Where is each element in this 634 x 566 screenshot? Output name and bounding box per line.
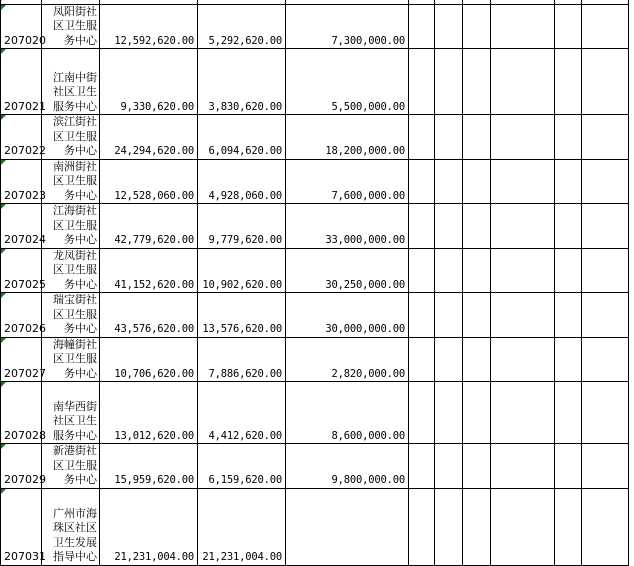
cell-name-text: 南洲街社区卫生服务中心 bbox=[53, 159, 97, 202]
cell-part-b[interactable]: 33,000,000.00 bbox=[286, 204, 409, 249]
cell-name-text: 新港街社区卫生服务中心 bbox=[53, 444, 97, 486]
cell-empty[interactable] bbox=[409, 115, 435, 160]
cell-name-text: 江南中街社区卫生服务中心 bbox=[53, 70, 97, 113]
cell-empty[interactable] bbox=[555, 115, 582, 160]
cell-part-b[interactable] bbox=[286, 488, 409, 565]
cell-empty[interactable] bbox=[555, 382, 582, 444]
cell-empty[interactable] bbox=[582, 204, 629, 249]
cell-code[interactable]: 207031 bbox=[1, 488, 42, 565]
cell-code[interactable]: 207022 bbox=[1, 115, 42, 160]
table-row bbox=[1, 204, 629, 249]
cell-part-b[interactable]: 5,500,000.00 bbox=[286, 49, 409, 115]
cell-empty[interactable] bbox=[491, 159, 555, 204]
cell-empty[interactable] bbox=[463, 4, 491, 49]
cell-part-a[interactable]: 3,830,620.00 bbox=[198, 49, 286, 115]
cell-empty[interactable] bbox=[491, 293, 555, 338]
cell-empty[interactable] bbox=[491, 49, 555, 115]
table-row bbox=[1, 488, 629, 565]
cell-empty[interactable] bbox=[555, 488, 582, 565]
cell-empty[interactable] bbox=[582, 4, 629, 49]
cell-empty[interactable] bbox=[582, 337, 629, 382]
cell-code[interactable]: 207025 bbox=[1, 248, 42, 293]
cell-empty[interactable] bbox=[463, 293, 491, 338]
cell-total[interactable]: 15,959,620.00 bbox=[100, 444, 198, 489]
cell-empty[interactable] bbox=[491, 248, 555, 293]
cell-empty[interactable] bbox=[435, 293, 463, 338]
cell-total[interactable]: 13,012,620.00 bbox=[100, 382, 198, 444]
cell-part-a[interactable]: 6,094,620.00 bbox=[198, 115, 286, 160]
cell-total[interactable]: 12,528,060.00 bbox=[100, 159, 198, 204]
cell-empty[interactable] bbox=[582, 382, 629, 444]
cell-empty[interactable] bbox=[463, 49, 491, 115]
cell-empty[interactable] bbox=[491, 337, 555, 382]
cell-empty[interactable] bbox=[409, 49, 435, 115]
cell-empty[interactable] bbox=[463, 248, 491, 293]
cell-empty[interactable] bbox=[491, 488, 555, 565]
cell-name[interactable] bbox=[42, 488, 100, 565]
cell-part-b[interactable]: 18,200,000.00 bbox=[286, 115, 409, 160]
cell-empty[interactable] bbox=[463, 159, 491, 204]
cell-empty[interactable] bbox=[555, 444, 582, 489]
cell-part-a[interactable]: 5,292,620.00 bbox=[198, 4, 286, 49]
table-row bbox=[1, 4, 629, 49]
cell-empty[interactable] bbox=[582, 115, 629, 160]
cell-empty[interactable] bbox=[435, 49, 463, 115]
cell-empty[interactable] bbox=[582, 248, 629, 293]
cell-empty[interactable] bbox=[582, 488, 629, 565]
table-row bbox=[1, 382, 629, 444]
cell-empty[interactable] bbox=[463, 444, 491, 489]
cell-code[interactable]: 207029 bbox=[1, 444, 42, 489]
table-row bbox=[1, 248, 629, 293]
cell-total[interactable]: 41,152,620.00 bbox=[100, 248, 198, 293]
cell-code[interactable]: 207026 bbox=[1, 293, 42, 338]
cell-empty[interactable] bbox=[435, 204, 463, 249]
cell-empty[interactable] bbox=[463, 337, 491, 382]
table-row bbox=[1, 159, 629, 204]
table-row bbox=[1, 49, 629, 115]
cell-name-text: 凤阳街社区卫生服务中心 bbox=[53, 4, 97, 47]
cell-empty[interactable] bbox=[491, 4, 555, 49]
cell-empty[interactable] bbox=[582, 159, 629, 204]
cell-empty[interactable] bbox=[555, 337, 582, 382]
cell-empty[interactable] bbox=[555, 4, 582, 49]
cell-empty[interactable] bbox=[435, 159, 463, 204]
cell-empty[interactable] bbox=[463, 204, 491, 249]
cell-total[interactable]: 24,294,620.00 bbox=[100, 115, 198, 160]
spreadsheet-body bbox=[1, 0, 629, 565]
cell-empty[interactable] bbox=[409, 204, 435, 249]
cell-empty[interactable] bbox=[555, 159, 582, 204]
cell-name[interactable] bbox=[42, 159, 100, 204]
cell-part-a[interactable]: 9,779,620.00 bbox=[198, 204, 286, 249]
cell-empty[interactable] bbox=[435, 382, 463, 444]
cell-name[interactable] bbox=[42, 248, 100, 293]
cell-part-b[interactable]: 8,600,000.00 bbox=[286, 382, 409, 444]
cell-part-b[interactable]: 2,820,000.00 bbox=[286, 337, 409, 382]
cell-name[interactable] bbox=[42, 4, 100, 49]
cell-name[interactable] bbox=[42, 204, 100, 249]
cell-empty[interactable] bbox=[409, 293, 435, 338]
cell-empty[interactable] bbox=[409, 4, 435, 49]
cell-empty[interactable] bbox=[582, 293, 629, 338]
cell-empty[interactable] bbox=[435, 337, 463, 382]
cell-part-a[interactable]: 4,412,620.00 bbox=[198, 382, 286, 444]
cell-part-a[interactable]: 13,576,620.00 bbox=[198, 293, 286, 338]
cell-empty[interactable] bbox=[435, 4, 463, 49]
cell-empty[interactable] bbox=[463, 488, 491, 565]
cell-empty[interactable] bbox=[409, 444, 435, 489]
cell-total[interactable]: 10,706,620.00 bbox=[100, 337, 198, 382]
cell-name[interactable] bbox=[42, 382, 100, 444]
cell-total[interactable]: 43,576,620.00 bbox=[100, 293, 198, 338]
cell-total[interactable]: 42,779,620.00 bbox=[100, 204, 198, 249]
cell-name[interactable] bbox=[42, 115, 100, 160]
cell-total[interactable]: 12,592,620.00 bbox=[100, 4, 198, 49]
cell-part-b[interactable]: 7,600,000.00 bbox=[286, 159, 409, 204]
cell-empty[interactable] bbox=[435, 248, 463, 293]
cell-empty[interactable] bbox=[491, 444, 555, 489]
cell-code[interactable]: 207023 bbox=[1, 159, 42, 204]
cell-empty[interactable] bbox=[409, 382, 435, 444]
cell-name-text: 广州市海珠区社区卫生发展指导中心 bbox=[53, 506, 97, 563]
cell-total[interactable]: 21,231,004.00 bbox=[100, 488, 198, 565]
cell-empty[interactable] bbox=[463, 115, 491, 160]
cell-empty[interactable] bbox=[435, 444, 463, 489]
cell-total[interactable]: 9,330,620.00 bbox=[100, 49, 198, 115]
cell-name[interactable] bbox=[42, 49, 100, 115]
cell-name[interactable] bbox=[42, 444, 100, 489]
cell-part-b[interactable]: 30,000,000.00 bbox=[286, 293, 409, 338]
cell-part-a[interactable]: 4,928,060.00 bbox=[198, 159, 286, 204]
cell-empty[interactable] bbox=[435, 115, 463, 160]
table-row bbox=[1, 115, 629, 160]
cell-code[interactable]: 207020 bbox=[1, 4, 42, 49]
cell-name-text: 滨江街社区卫生服务中心 bbox=[53, 115, 97, 157]
cell-part-a[interactable]: 7,886,620.00 bbox=[198, 337, 286, 382]
cell-empty[interactable] bbox=[555, 204, 582, 249]
cell-code[interactable]: 207024 bbox=[1, 204, 42, 249]
cell-part-a[interactable]: 6,159,620.00 bbox=[198, 444, 286, 489]
cell-part-a[interactable]: 21,231,004.00 bbox=[198, 488, 286, 565]
cell-empty[interactable] bbox=[491, 115, 555, 160]
cell-code[interactable]: 207028 bbox=[1, 382, 42, 444]
cell-part-b[interactable]: 30,250,000.00 bbox=[286, 248, 409, 293]
cell-part-b[interactable]: 9,800,000.00 bbox=[286, 444, 409, 489]
cell-name-text: 南华西街社区卫生服务中心 bbox=[53, 399, 97, 442]
table-row bbox=[1, 337, 629, 382]
table-row bbox=[1, 293, 629, 338]
cell-name-text: 江海街社区卫生服务中心 bbox=[53, 204, 97, 246]
cell-empty[interactable] bbox=[491, 382, 555, 444]
cell-name-text: 海幢街社区卫生服务中心 bbox=[53, 337, 97, 380]
cell-empty[interactable] bbox=[582, 49, 629, 115]
cell-empty[interactable] bbox=[491, 204, 555, 249]
cell-name[interactable] bbox=[42, 337, 100, 382]
cell-empty[interactable] bbox=[463, 382, 491, 444]
cell-empty[interactable] bbox=[409, 488, 435, 565]
cell-empty[interactable] bbox=[409, 248, 435, 293]
cell-code[interactable]: 207027 bbox=[1, 337, 42, 382]
cell-empty[interactable] bbox=[555, 49, 582, 115]
cell-empty[interactable] bbox=[409, 337, 435, 382]
cell-part-b[interactable]: 7,300,000.00 bbox=[286, 4, 409, 49]
cell-name[interactable] bbox=[42, 293, 100, 338]
cell-empty[interactable] bbox=[582, 444, 629, 489]
cell-name-text: 龙凤街社区卫生服务中心 bbox=[53, 248, 97, 291]
cell-name-text: 瑞宝街社区卫生服务中心 bbox=[53, 293, 97, 335]
cell-part-a[interactable]: 10,902,620.00 bbox=[198, 248, 286, 293]
cell-empty[interactable] bbox=[409, 159, 435, 204]
cell-empty[interactable] bbox=[435, 488, 463, 565]
cell-empty[interactable] bbox=[555, 293, 582, 338]
table-row bbox=[1, 444, 629, 489]
cell-empty[interactable] bbox=[555, 248, 582, 293]
cell-code[interactable]: 207021 bbox=[1, 49, 42, 115]
